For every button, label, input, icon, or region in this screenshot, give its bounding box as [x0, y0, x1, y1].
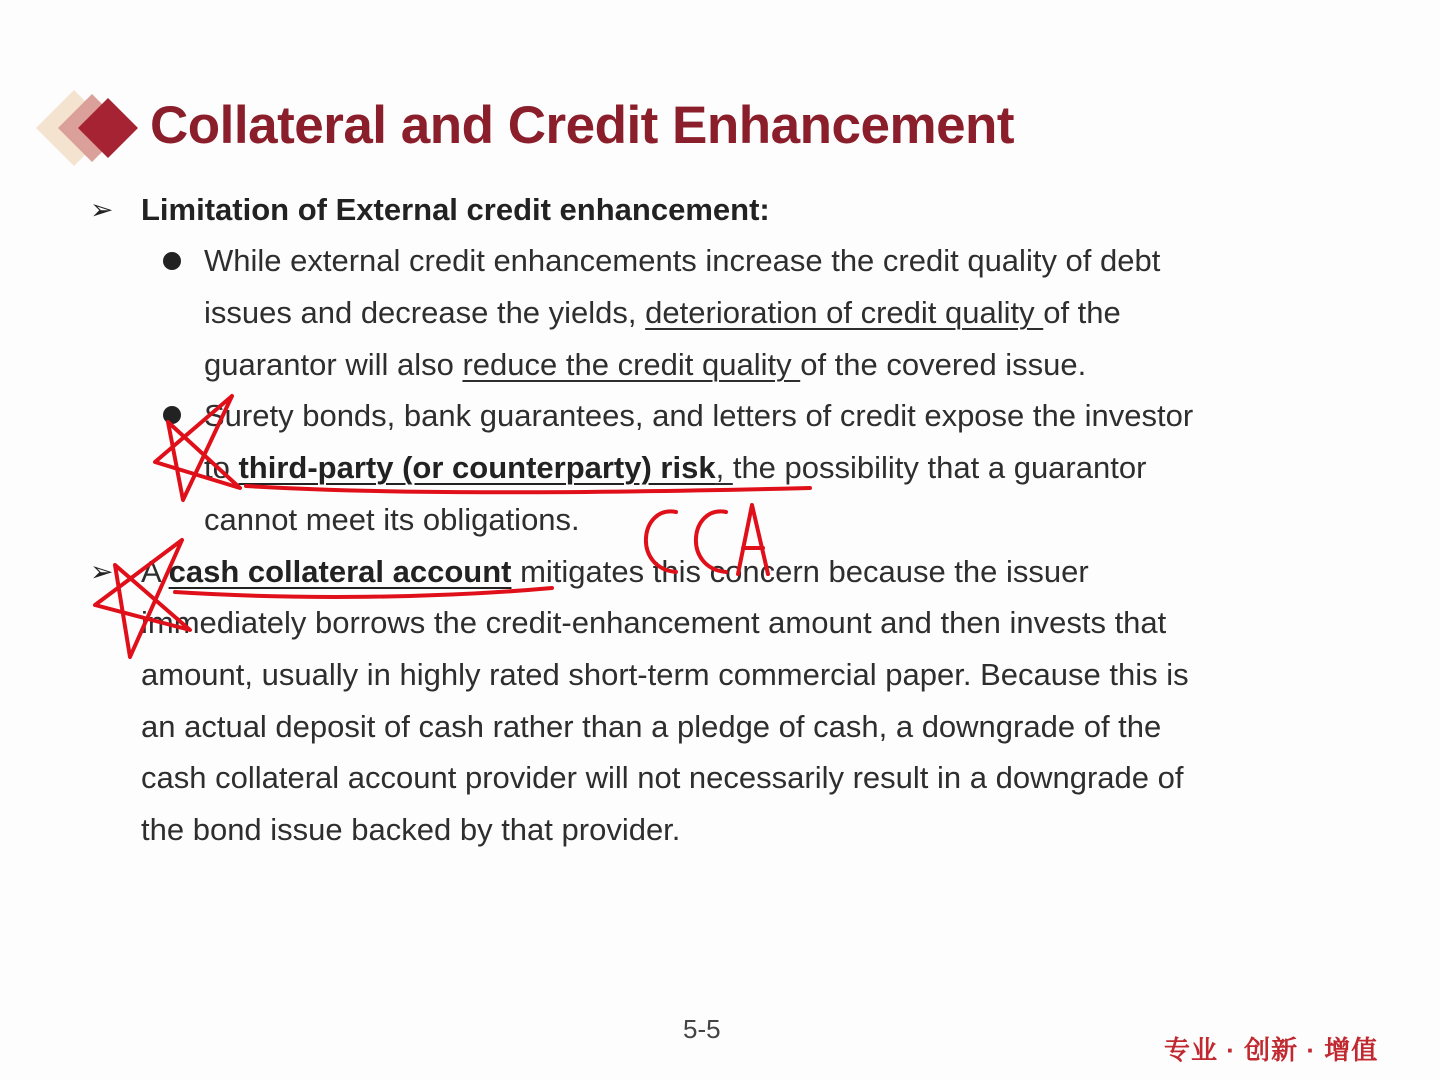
arrow-bullet-icon: ➢	[90, 194, 114, 225]
bullet1-line1: While external credit enhancements increase the credit quality of debt	[204, 243, 1161, 278]
text-span: to	[204, 450, 239, 485]
underlined-phrase: deterioration of credit quality	[645, 295, 1044, 330]
section2-line6: the bond issue backed by that provider.	[141, 812, 681, 847]
text-span: mitigates this concern because the issuer	[511, 554, 1089, 589]
diamond-logo-icon	[36, 88, 146, 168]
bullet2-line3: cannot meet its obligations.	[204, 502, 580, 537]
page-number: 5-5	[683, 1014, 721, 1044]
bullet-dot-icon	[163, 406, 181, 424]
bullet-dot-icon	[163, 252, 181, 270]
arrow-bullet-icon: ➢	[90, 556, 114, 587]
bullet2-line2	[204, 448, 1146, 488]
text-span: ,	[715, 450, 733, 485]
text-span: of the	[1043, 295, 1121, 330]
section2-line4: an actual deposit of cash rather than a pledge of cash, a downgrade of the	[141, 709, 1162, 744]
text-span: issues and decrease the yields,	[204, 295, 646, 330]
section2-line3: amount, usually in highly rated short-term commercial paper. Because this is	[141, 657, 1189, 692]
text-span: the possibility that a guarantor	[732, 450, 1147, 485]
text-span: guarantor will also	[204, 347, 463, 382]
slide-title: Collateral and Credit Enhancement	[150, 96, 1015, 155]
section-heading: Limitation of External credit enhancement:	[141, 192, 770, 227]
section2-line1	[141, 552, 1089, 592]
section2-line2: immediately borrows the credit-enhancement amount and then invests that	[141, 605, 1167, 640]
annotation-label: CCA	[0, 0, 3, 1]
section2-line5: cash collateral account provider will not necessarily result in a downgrade of	[141, 760, 1184, 795]
footer-slogan: 专业 · 创新 · 增值	[1164, 1035, 1379, 1065]
bullet2-line1: Surety bonds, bank guarantees, and letters of credit expose the investor	[204, 398, 1194, 433]
key-term: third-party (or counterparty) risk	[238, 450, 716, 485]
bullet1-line3	[204, 345, 1086, 385]
bullet1-line2	[204, 293, 1121, 333]
underlined-phrase: reduce the credit quality	[462, 347, 801, 382]
key-term: cash collateral account	[168, 554, 512, 589]
text-span: of the covered issue.	[800, 347, 1087, 382]
text-span: A	[141, 554, 169, 589]
